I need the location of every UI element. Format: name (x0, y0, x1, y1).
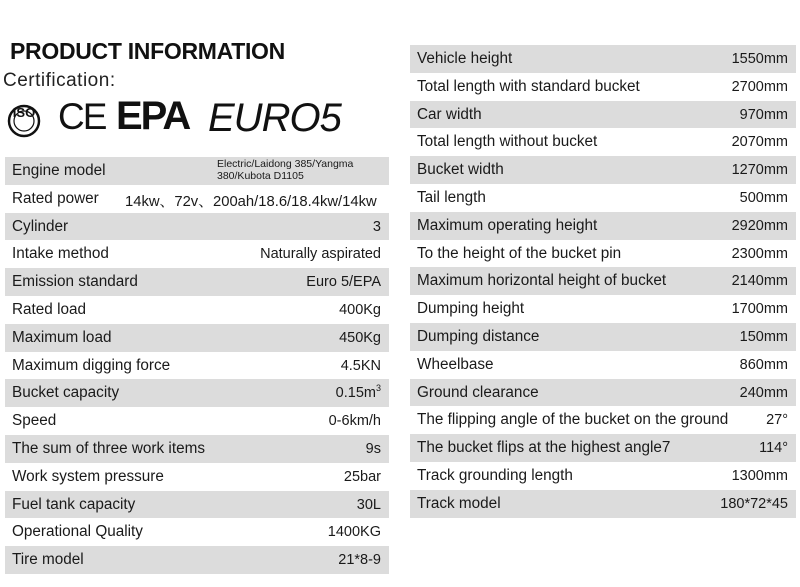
spec-value: 14kw、72v、200ah/18.6/18.4kw/14kw (125, 193, 377, 210)
spec-label: Emission standard (12, 273, 138, 291)
spec-value: 970mm (739, 106, 788, 123)
spec-label: Work system pressure (12, 467, 164, 485)
spec-label: Track grounding length (417, 466, 573, 484)
spec-row-track-model (410, 490, 796, 518)
page-title: PRODUCT INFORMATION (10, 38, 285, 64)
spec-value: 860mm (739, 356, 788, 373)
spec-row-tail-length (410, 184, 796, 212)
spec-value: 30L (356, 496, 381, 513)
spec-row-track-grounding-length (410, 462, 796, 490)
spec-value: 2140mm (731, 273, 788, 290)
certification-label: Certification: (3, 70, 116, 91)
spec-row-max-horizontal-height (410, 267, 796, 295)
spec-row-flip-highest-angle (410, 434, 796, 462)
spec-value: 400Kg (339, 301, 381, 318)
left-spec-table (5, 157, 389, 574)
spec-label: Tire model (12, 551, 84, 569)
spec-value: 21*8-9 (338, 552, 381, 569)
euro5-logo: EURO5 (208, 96, 341, 140)
spec-row-bucket-capacity (5, 379, 389, 407)
spec-label: The sum of three work items (12, 439, 205, 457)
spec-value-superscript: 3 (375, 383, 381, 394)
spec-row-rated-load (5, 296, 389, 324)
spec-label: Track model (417, 494, 501, 512)
spec-value: 4.5KN (340, 357, 381, 374)
epa-logo: EPA (116, 94, 190, 138)
spec-value: 9s (365, 440, 381, 457)
spec-row-work-system-pressure (5, 463, 389, 491)
spec-value: Electric/Laidong 385/Yangma 380/Kubota D1105 (217, 158, 354, 182)
spec-value: Naturally aspirated (260, 246, 381, 263)
spec-value: 450Kg (339, 329, 381, 346)
spec-value: 150mm (739, 328, 788, 345)
right-spec-table (410, 45, 796, 518)
spec-label: Wheelbase (417, 355, 494, 373)
spec-label: Maximum load (12, 328, 112, 346)
iso-logo-text: ISO (12, 105, 36, 120)
spec-label: Speed (12, 412, 57, 430)
spec-value: 25bar (343, 468, 381, 485)
spec-label: Maximum horizontal height of bucket (417, 272, 667, 290)
spec-row-maximum-load (5, 324, 389, 352)
spec-value: 1400KG (327, 524, 381, 541)
ce-logo: CE (58, 96, 106, 137)
spec-label: Cylinder (12, 217, 69, 235)
spec-row-intake-method (5, 240, 389, 268)
spec-label: Maximum operating height (417, 216, 598, 234)
spec-row-maximum-operating-height (410, 212, 796, 240)
spec-value: 0-6km/h (328, 413, 381, 430)
spec-row-dumping-height (410, 295, 796, 323)
spec-row-three-work-items (5, 435, 389, 463)
spec-label: Dumping height (417, 300, 525, 318)
spec-row-total-length-without-bucket (410, 128, 796, 156)
spec-value: 27° (766, 412, 788, 429)
spec-row-bucket-width (410, 156, 796, 184)
spec-value: 240mm (739, 384, 788, 401)
spec-label: To the height of the bucket pin (417, 244, 622, 262)
spec-row-emission-standard (5, 268, 389, 296)
spec-row-speed (5, 407, 389, 435)
spec-row-engine-model (5, 157, 389, 185)
spec-value: 3 (372, 218, 381, 235)
spec-row-ground-clearance (410, 379, 796, 407)
spec-value: 2920mm (731, 217, 788, 234)
spec-row-maximum-digging-force (5, 352, 389, 380)
spec-value: 2700mm (731, 78, 788, 95)
spec-value: 1700mm (731, 301, 788, 318)
spec-row-operational-quality (5, 518, 389, 546)
spec-label: Ground clearance (417, 383, 539, 401)
spec-label: Bucket capacity (12, 384, 120, 402)
spec-row-total-length-with-bucket (410, 73, 796, 101)
spec-row-bucket-pin-height (410, 240, 796, 268)
spec-label: Rated load (12, 300, 86, 318)
spec-row-car-width (410, 101, 796, 129)
spec-label: Total length with standard bucket (417, 77, 640, 95)
spec-row-vehicle-height (410, 45, 796, 73)
spec-label: The bucket flips at the highest angle7 (417, 439, 671, 457)
spec-label: Fuel tank capacity (12, 495, 136, 513)
spec-label: Maximum digging force (12, 356, 171, 374)
spec-value: Euro 5/EPA (306, 274, 381, 291)
spec-value: 500mm (739, 189, 788, 206)
spec-label: Bucket width (417, 161, 504, 179)
spec-row-dumping-distance (410, 323, 796, 351)
spec-label: Rated power (12, 189, 99, 207)
spec-value (336, 385, 381, 401)
spec-label: Car width (417, 105, 482, 123)
spec-value: 2300mm (731, 245, 788, 262)
spec-row-cylinder (5, 213, 389, 241)
spec-row-wheelbase (410, 351, 796, 379)
spec-label: The flipping angle of the bucket on the ground (417, 411, 729, 429)
spec-row-rated-power (5, 185, 389, 213)
spec-value: 2070mm (731, 134, 788, 151)
spec-label: Vehicle height (417, 50, 513, 67)
spec-label: Operational Quality (12, 523, 143, 541)
spec-value: 1550mm (731, 51, 788, 67)
spec-value: 180*72*45 (720, 495, 788, 512)
spec-label: Total length without bucket (417, 133, 598, 151)
spec-label: Engine model (12, 162, 106, 179)
certification-logos (5, 94, 341, 146)
spec-label: Intake method (12, 245, 109, 263)
spec-row-tire-model (5, 546, 389, 574)
spec-value: 114° (759, 440, 788, 457)
spec-row-flipping-angle-ground (410, 406, 796, 434)
spec-label: Dumping distance (417, 327, 540, 345)
spec-value: 1300mm (731, 467, 788, 484)
spec-row-fuel-tank-capacity (5, 491, 389, 519)
spec-value: 1270mm (731, 162, 788, 179)
spec-label: Tail length (417, 188, 486, 206)
spec-value-base: 0.15m (335, 385, 376, 402)
